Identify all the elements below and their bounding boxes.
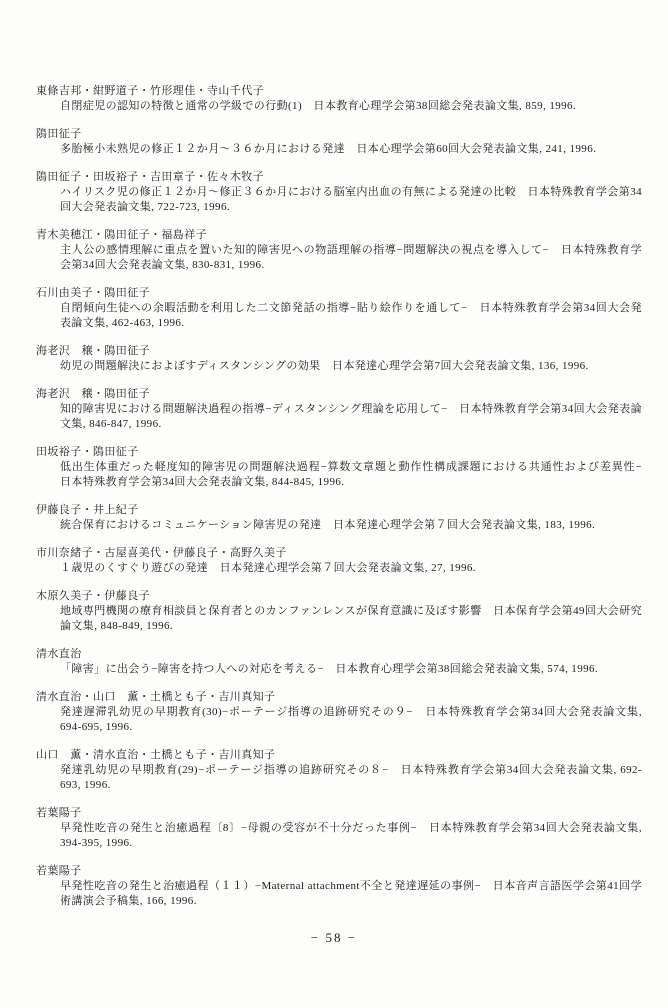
entry-authors: 田坂裕子・隝田征子: [36, 446, 139, 458]
entry-authors: 若葉陽子: [36, 807, 82, 819]
reference-entry: [36, 84, 642, 114]
entry-body: 知的障害児における問題解決過程の指導−ディスタンシング理論を応用して− 日本特殊教育学会第34回大会発表論文集, 846-847, 1996.: [60, 403, 642, 430]
entry-body: 発達乳幼児の早期教育(29)−ポーテージ指導の追跡研究その８− 日本特殊教育学会第34回大会発表論文集, 692-693, 1996.: [60, 764, 642, 791]
reference-entry: [36, 864, 642, 909]
reference-entry: [36, 228, 642, 273]
entry-authors: 隝田征子: [36, 128, 82, 140]
entry-body: 「障害」に出会う−障害を持つ人への対応を考える− 日本教育心理学会第38回総会発表論文集, 574, 1996.: [60, 663, 599, 675]
entry-authors: 市川奈緒子・古屋喜美代・伊藤良子・高野久美子: [36, 547, 287, 559]
entry-authors: 木原久美子・伊藤良子: [36, 590, 150, 602]
reference-entry: [36, 170, 642, 215]
entry-body: 主人公の感情理解に重点を置いた知的障害児への物語理解の指導−問題解決の視点を導入して− 日本特殊教育学会第34回大会発表論文集, 830-831, 1996.: [60, 244, 642, 271]
reference-entry: [36, 589, 642, 634]
entry-authors: 石川由美子・隝田征子: [36, 287, 150, 299]
reference-entry: [36, 445, 654, 490]
entry-authors: 若葉陽子: [36, 865, 82, 877]
entry-body: 発達遅滞乳幼児の早期教育(30)−ポーテージ指導の追跡研究その９− 日本特殊教育学会第34回大会発表論文集, 694-695, 1996.: [60, 706, 642, 733]
entry-body: 地域専門機関の療育相談員と保育者とのカンファンレンスが保育意識に及ぼす影響 日本保育学会第49回大会研究論文集, 848-849, 1996.: [60, 605, 642, 632]
entry-body: 多胎極小未熟児の修正１２か月〜３６か月における発達 日本心理学会第60回大会発表論文集, 241, 1996.: [60, 143, 597, 155]
reference-entry: [36, 387, 642, 432]
entry-body: 幼児の問題解決におよぼすディスタンシングの効果 日本発達心理学会第7回大会発表論文集, 136, 1996.: [60, 360, 589, 372]
entry-body: 早発性吃音の発生と治癒過程〔8〕−母親の受容が不十分だった事例− 日本特殊教育学会第34回大会発表論文集, 394-395, 1996.: [60, 822, 642, 849]
entry-authors: 海老沢 穣・隝田征子: [36, 345, 150, 357]
reference-entry: [36, 748, 642, 793]
entry-body: 統合保育におけるコミュニケーション障害児の発達 日本発達心理学会第７回大会発表論文集, 183, 1996.: [60, 519, 596, 531]
reference-entry: [36, 127, 642, 157]
reference-entry: [36, 286, 642, 331]
reference-entry: [36, 344, 642, 374]
entry-authors: 山口 薫・清水直治・土橋とも子・吉川真知子: [36, 749, 276, 761]
entry-authors: 東條吉邦・紺野道子・竹形理佳・寺山千代子: [36, 85, 264, 97]
entry-body: 自閉傾向生徒への余暇活動を利用した二文節発話の指導−貼り絵作りを通して− 日本特殊教育学会第34回大会発表論文集, 462-463, 1996.: [60, 302, 642, 329]
entry-authors: 清水直治: [36, 648, 82, 660]
reference-entry: [36, 647, 642, 677]
page-number: − 58 −: [310, 930, 358, 945]
entry-authors: 隝田征子・田坂裕子・吉田章子・佐々木牧子: [36, 171, 264, 183]
entry-body: １歳児のくすぐり遊びの発達 日本発達心理学会第７回大会発表論文集, 27, 1996.: [60, 562, 476, 574]
reference-entry: [36, 806, 642, 851]
reference-entry: [36, 546, 642, 576]
entry-authors: 青木美穂江・隝田征子・福島祥子: [36, 229, 207, 241]
entry-body: 早発性吃音の発生と治癒過程（１１）−Maternal attachment不全と発達遅延の事例− 日本音声言語医学会第41回学術講演会予稿集, 166, 1996.: [60, 880, 642, 907]
reference-entry: [36, 503, 642, 533]
reference-entry: [36, 690, 642, 735]
entry-authors: 伊藤良子・井上紀子: [36, 504, 139, 516]
entry-body: ハイリスク児の修正１２か月〜修正３６か月における脳室内出血の有無による発達の比較 日本特殊教育学会第34回大会発表論文集, 722-723, 1996.: [60, 186, 642, 213]
entry-body: 自閉症児の認知の特徴と通常の学級での行動(1) 日本教育心理学会第38回総会発表論文集, 859, 1996.: [60, 100, 577, 112]
entry-body: 低出生体重だった軽度知的障害児の問題解決過程−算数文章題と動作性構成課題における共通性および差異性− 日本特殊教育学会第34回大会発表論文集, 844-845, 1996.: [60, 461, 654, 488]
entry-authors: 清水直治・山口 薫・土橋とも子・吉川真知子: [36, 691, 276, 703]
entry-authors: 海老沢 穣・隝田征子: [36, 388, 150, 400]
